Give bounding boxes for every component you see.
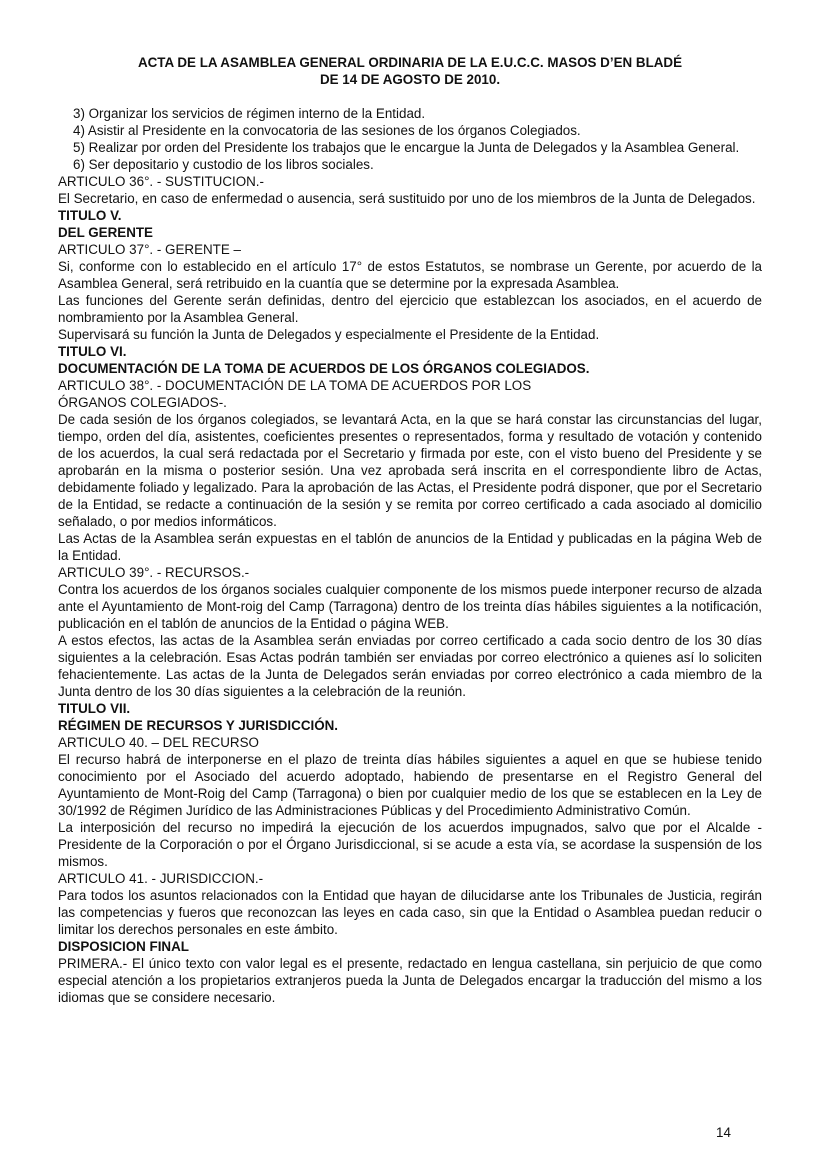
paragraph: Supervisará su función la Junta de Delegados y especialmente el Presidente de la Entidad.	[58, 327, 600, 342]
paragraph: ÓRGANOS COLEGIADOS-.	[58, 395, 227, 410]
paragraph: El Secretario, en caso de enfermedad o ausencia, será sustituido por uno de los miembros de la Junta de Delegados.	[58, 191, 756, 206]
paragraph: De cada sesión de los órganos colegiados, se levantará Acta, en la que se hará constar las circunstancias del lugar, tiempo, orden del día, asistentes, coeficientes presentes o representados, forma y resultado de votación y contenido de los acuerdos, la cual será redactada por el Secretario y firmada por este, con el visto bueno del Presidente y se aprobarán en la misma o posterior sesión. Una vez aprobada será inscrita en el correspondiente libro de Actas, debidamente foliado y legalizado. Para la aprobación de las Actas, el Presidente podrá disponer, que por el Secretario de la Entidad, se redacte a continuación de la sesión y se remita por correo certificado a cada asociado al domicilio señalado, o por medios informáticos.	[58, 412, 762, 529]
document-title-line-2: DE 14 DE AGOSTO DE 2010.	[319, 72, 501, 87]
paragraph: TITULO VI.	[58, 344, 127, 359]
paragraph: A estos efectos, las actas de la Asamblea serán enviadas por correo certificado a cada socio dentro de los 30 días siguientes a la celebración. Esas Actas podrán también ser enviadas por correo electrónico a quienes así lo soliciten fehacientemente. Las actas de la Junta de Delegados serán enviadas por correo electrónico a cada miembro de la Junta dentro de los 30 días siguientes a la celebración de la reunión.	[58, 633, 762, 699]
paragraph: 4) Asistir al Presidente en la convocatoria de las sesiones de los órganos Colegiados.	[73, 123, 581, 138]
paragraph: DISPOSICION FINAL	[58, 939, 189, 954]
paragraph: ARTICULO 37°. - GERENTE –	[58, 242, 241, 257]
paragraph: RÉGIMEN DE RECURSOS Y JURISDICCIÓN.	[58, 718, 339, 733]
page-number: 14	[716, 1125, 731, 1140]
paragraph: ARTICULO 39°. - RECURSOS.-	[58, 565, 250, 580]
paragraph: ARTICULO 41. - JURISDICCION.-	[58, 871, 264, 886]
paragraph: La interposición del recurso no impedirá la ejecución de los acuerdos impugnados, salvo que por el Alcalde - Presidente de la Corporación o por el Órgano Jurisdiccional, si se acude a esta vía, se acordase la suspensión de los mismos.	[58, 820, 762, 869]
paragraph: DOCUMENTACIÓN DE LA TOMA DE ACUERDOS DE LOS ÓRGANOS COLEGIADOS.	[58, 361, 590, 376]
document-title-line-1: ACTA DE LA ASAMBLEA GENERAL ORDINARIA DE LA E.U.C.C. MASOS D’EN BLADÉ	[137, 55, 683, 70]
paragraph: Las funciones del Gerente serán definidas, dentro del ejercicio que establezcan los asociados, en el acuerdo de nombramiento por la Asamblea General.	[58, 293, 762, 325]
paragraph: El recurso habrá de interponerse en el plazo de treinta días hábiles siguientes a aquel en que se hubiese tenido conocimiento por el Asociado del acuerdo adoptado, habiendo de presentarse en el Registro General del Ayuntamiento de Mont-Roig del Camp (Tarragona) o bien por cualquier medio de los que se establecen en la Ley de 30/1992 de Régimen Jurídico de las Administraciones Públicas y del Procedimiento Administrativo Común.	[58, 752, 762, 818]
paragraph: Para todos los asuntos relacionados con la Entidad que hayan de dilucidarse ante los Tribunales de Justicia, regirán las competencias y fueros que reconozcan las leyes en cada caso, sin que la Entidad o Asamblea puedan reducir o limitar los derechos personales en este ámbito.	[58, 888, 762, 937]
paragraph: ARTICULO 38°. - DOCUMENTACIÓN DE LA TOMA DE ACUERDOS POR LOS	[58, 378, 532, 393]
paragraph: PRIMERA.- El único texto con valor legal es el presente, redactado en lengua castellana, sin perjuicio de que como especial atención a los propietarios extranjeros pueda la Junta de Delegados encargar la traducción del mismo a los idiomas que se considere necesario.	[58, 956, 762, 1005]
document-title	[58, 54, 762, 88]
paragraph: 6) Ser depositario y custodio de los libros sociales.	[73, 157, 374, 172]
paragraph: 3) Organizar los servicios de régimen interno de la Entidad.	[73, 106, 426, 121]
paragraph: 5) Realizar por orden del Presidente los trabajos que le encargue la Junta de Delegados y la Asamblea General.	[73, 140, 740, 155]
paragraph: Las Actas de la Asamblea serán expuestas en el tablón de anuncios de la Entidad y publicadas en la página Web de la Entidad.	[58, 531, 762, 563]
paragraph: Contra los acuerdos de los órganos sociales cualquier componente de los mismos puede interponer recurso de alzada ante el Ayuntamiento de Mont-roig del Camp (Tarragona) dentro de los treinta días hábiles siguientes a la notificación, publicación en el tablón de anuncios de la Entidad o página WEB.	[58, 582, 762, 631]
title-spacer	[58, 88, 762, 105]
paragraph: ARTICULO 36°. - SUSTITUCION.-	[58, 174, 264, 189]
document-body	[58, 105, 762, 1006]
paragraph: Si, conforme con lo establecido en el artículo 17° de estos Estatutos, se nombrase un Gerente, por acuerdo de la Asamblea General, será retribuido en la cuantía que se determine por la expresada Asamblea.	[58, 259, 762, 291]
paragraph: DEL GERENTE	[58, 225, 153, 240]
paragraph: TITULO V.	[58, 208, 122, 223]
paragraph: ARTICULO 40. – DEL RECURSO	[58, 735, 259, 750]
paragraph: TITULO VII.	[58, 701, 131, 716]
